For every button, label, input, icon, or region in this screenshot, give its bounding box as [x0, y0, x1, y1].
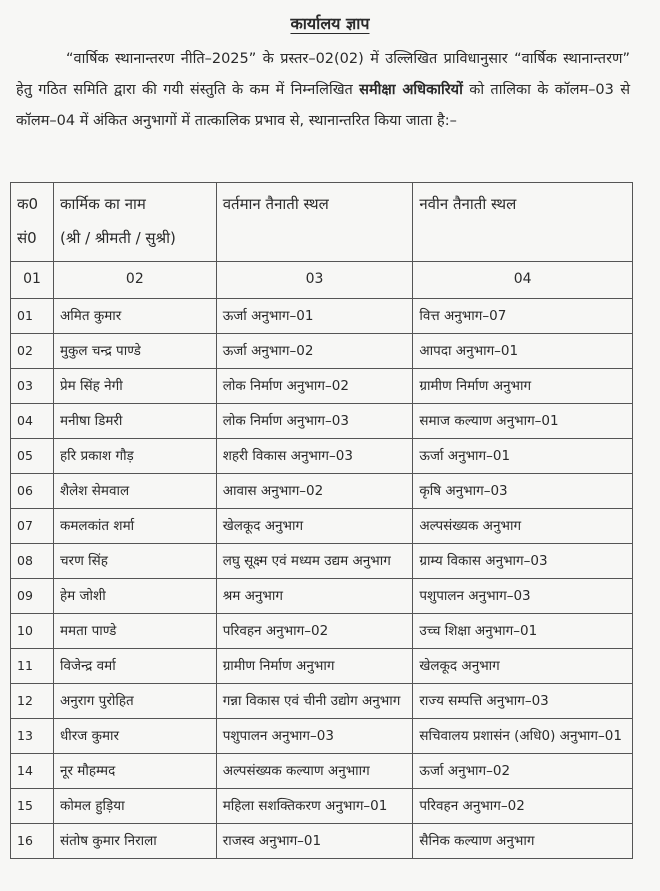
employee-name: चरण सिंह [53, 544, 216, 579]
employee-name: नूर मौहम्मद [53, 754, 216, 789]
column-number: 04 [413, 262, 633, 299]
new-posting: सैनिक कल्याण अनुभाग [413, 824, 633, 859]
new-posting: खेलकूद अनुभाग [413, 649, 633, 684]
serial-number: 16 [11, 824, 54, 859]
employee-name: हेम जोशी [53, 579, 216, 614]
header-row [11, 183, 633, 262]
employee-name: संतोष कुमार निराला [53, 824, 216, 859]
current-posting: गन्ना विकास एवं चीनी उद्योग अनुभाग [216, 684, 413, 719]
current-posting: ऊर्जा अनुभाग–01 [216, 299, 413, 334]
table-row [11, 404, 633, 439]
table-row [11, 474, 633, 509]
employee-name: कमलकांत शर्मा [53, 509, 216, 544]
new-posting: ग्रामीण निर्माण अनुभाग [413, 369, 633, 404]
document-title [0, 12, 660, 34]
employee-name: मनीषा डिमरी [53, 404, 216, 439]
serial-number: 03 [11, 369, 54, 404]
employee-name: कोमल हुड़िया [53, 789, 216, 824]
table-row [11, 789, 633, 824]
current-posting: महिला सशक्तिकरण अनुभाग–01 [216, 789, 413, 824]
current-posting: श्रम अनुभाग [216, 579, 413, 614]
serial-number: 14 [11, 754, 54, 789]
new-posting: राज्य सम्पत्ति अनुभाग–03 [413, 684, 633, 719]
column-number: 02 [53, 262, 216, 299]
column-number-row [11, 262, 633, 299]
current-posting: खेलकूद अनुभाग [216, 509, 413, 544]
employee-name: अमित कुमार [53, 299, 216, 334]
transfer-table [10, 182, 633, 859]
serial-number: 08 [11, 544, 54, 579]
column-number: 01 [11, 262, 54, 299]
table-row [11, 509, 633, 544]
employee-name: अनुराग पुरोहित [53, 684, 216, 719]
new-posting: कृषि अनुभाग–03 [413, 474, 633, 509]
table-row [11, 649, 633, 684]
table-row [11, 544, 633, 579]
table-row [11, 439, 633, 474]
current-posting: परिवहन अनुभाग–02 [216, 614, 413, 649]
current-posting: शहरी विकास अनुभाग–03 [216, 439, 413, 474]
new-posting: परिवहन अनुभाग–02 [413, 789, 633, 824]
current-posting: आवास अनुभाग–02 [216, 474, 413, 509]
new-posting: ग्राम्य विकास अनुभाग–03 [413, 544, 633, 579]
new-posting: उच्च शिक्षा अनुभाग–01 [413, 614, 633, 649]
table-row [11, 824, 633, 859]
serial-number: 01 [11, 299, 54, 334]
new-posting: पशुपालन अनुभाग–03 [413, 579, 633, 614]
column-number: 03 [216, 262, 413, 299]
new-posting: सचिवालय प्रशासंन (अधि0) अनुभाग–01 [413, 719, 633, 754]
employee-name: शैलेश सेमवाल [53, 474, 216, 509]
header-current-posting: वर्तमान तैनाती स्थल [216, 183, 413, 262]
current-posting: लोक निर्माण अनुभाग–02 [216, 369, 413, 404]
table-row [11, 614, 633, 649]
table-row [11, 684, 633, 719]
header-sn-line2: सं0 [17, 229, 37, 247]
employee-name: ममता पाण्डे [53, 614, 216, 649]
new-posting: ऊर्जा अनुभाग–01 [413, 439, 633, 474]
table-row [11, 369, 633, 404]
header-sn [11, 183, 54, 262]
serial-number: 12 [11, 684, 54, 719]
serial-number: 02 [11, 334, 54, 369]
serial-number: 04 [11, 404, 54, 439]
current-posting: ऊर्जा अनुभाग–02 [216, 334, 413, 369]
employee-name: प्रेम सिंह नेगी [53, 369, 216, 404]
serial-number: 11 [11, 649, 54, 684]
serial-number: 13 [11, 719, 54, 754]
employee-name: धीरज कुमार [53, 719, 216, 754]
employee-name: विजेन्द्र वर्मा [53, 649, 216, 684]
employee-name: हरि प्रकाश गौड़ [53, 439, 216, 474]
table-row [11, 579, 633, 614]
serial-number: 15 [11, 789, 54, 824]
current-posting: लघु सूक्ष्म एवं मध्यम उद्यम अनुभाग [216, 544, 413, 579]
new-posting: ऊर्जा अनुभाग–02 [413, 754, 633, 789]
serial-number: 07 [11, 509, 54, 544]
new-posting: अल्पसंख्यक अनुभाग [413, 509, 633, 544]
current-posting: अल्पसंख्यक कल्याण अनुभााग [216, 754, 413, 789]
current-posting: ग्रामीण निर्माण अनुभाग [216, 649, 413, 684]
employee-name: मुकुल चन्द्र पाण्डे [53, 334, 216, 369]
table-row [11, 334, 633, 369]
paragraph-bold: समीक्षा अधिकारियों [359, 82, 463, 98]
intro-paragraph [16, 44, 630, 137]
paragraph-part2: को तालिका के कॉलम–03 से कॉलम–04 में अंकित अनुभागों में तात्कालिक प्रभाव से, स्थानान्तरित किया जाता है:– [16, 82, 630, 129]
table-row [11, 754, 633, 789]
current-posting: पशुपालन अनुभाग–03 [216, 719, 413, 754]
table-row [11, 299, 633, 334]
header-name-line2: (श्री / श्रीमती / सुश्री) [59, 229, 176, 247]
serial-number: 06 [11, 474, 54, 509]
header-name [53, 183, 216, 262]
table-row [11, 719, 633, 754]
current-posting: लोक निर्माण अनुभाग–03 [216, 404, 413, 439]
new-posting: वित्त अनुभाग–07 [413, 299, 633, 334]
new-posting: समाज कल्याण अनुभाग–01 [413, 404, 633, 439]
serial-number: 05 [11, 439, 54, 474]
current-posting: राजस्व अनुभाग–01 [216, 824, 413, 859]
serial-number: 10 [11, 614, 54, 649]
header-new-posting: नवीन तैनाती स्थल [413, 183, 633, 262]
paragraph-part1: “वार्षिक स्थानान्तरण नीति–2025” के प्रस्तर–02(02) में उल्लिखित प्राविधानुसार “वार्षिक स्थानान्तरण” हेतु गठित समिति द्वारा की गयी संस्तुति के कम में निम्नलिखित [16, 51, 630, 98]
serial-number: 09 [11, 579, 54, 614]
title-text: कार्यालय ज्ञाप [290, 14, 370, 33]
new-posting: आपदा अनुभाग–01 [413, 334, 633, 369]
header-sn-line1: क0 [17, 195, 39, 213]
header-name-line1: कार्मिक का नाम [59, 195, 146, 213]
